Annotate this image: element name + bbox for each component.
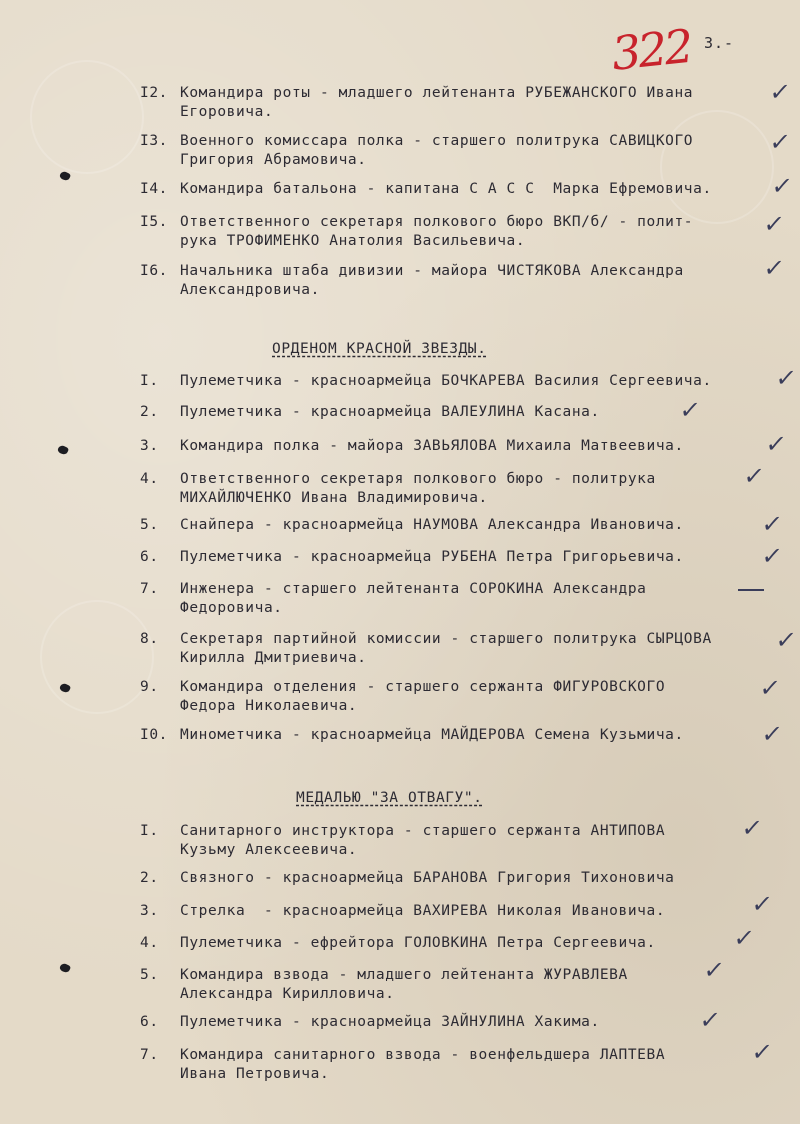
list-item: I0. Минометчика - красноармейца МАЙДЕРОВА Семена Кузьмича. (140, 727, 684, 743)
section-heading: ОРДЕНОМ КРАСНОЙ ЗВЕЗДЫ. (272, 341, 487, 357)
check-mark-icon: ✓ (762, 210, 787, 238)
section-heading: МЕДАЛЬЮ "ЗА ОТВАГУ". (296, 790, 483, 806)
list-item: 5. Командира взвода - младшего лейтенанта ЖУРАВЛЕВА Александра Кирилловича. (140, 967, 628, 1002)
list-item: 7. Командира санитарного взвода - военфельдшера ЛАПТЕВА Ивана Петровича. (140, 1047, 666, 1082)
list-item: I4. Командира батальона - капитана С А С С Марка Ефремовича. (140, 181, 712, 197)
list-item: I6. Начальника штаба дивизии - майора ЧИСТЯКОВА Александра Александровича. (140, 263, 684, 298)
dash-mark-icon (738, 589, 764, 591)
check-mark-icon: ✓ (760, 542, 785, 570)
list-item: 6. Пулеметчика - красноармейца РУБЕНА Петра Григорьевича. (140, 549, 684, 565)
list-item: 7. Инженера - старшего лейтенанта СОРОКИНА Александра Федоровича. (140, 581, 647, 616)
list-item: 5. Снайпера - красноармейца НАУМОВА Александра Ивановича. (140, 517, 684, 533)
check-mark-icon: ✓ (742, 462, 767, 490)
check-mark-icon: ✓ (758, 674, 783, 702)
list-item: 8. Секретаря партийной комиссии - старшего политрука СЫРЦОВА Кирилла Дмитриевича. (140, 631, 712, 666)
check-mark-icon: ✓ (774, 364, 799, 392)
page-number: 3.- (704, 34, 735, 52)
check-mark-icon: ✓ (732, 924, 757, 952)
list-item: 4. Ответственного секретаря полкового бюро - политрука МИХАЙЛЮЧЕНКО Ивана Владимировича. (140, 471, 656, 506)
check-mark-icon: ✓ (770, 172, 795, 200)
list-item: 6. Пулеметчика - красноармейца ЗАЙНУЛИНА Хакима. (140, 1014, 600, 1030)
check-mark-icon: ✓ (698, 1006, 723, 1034)
watermark-emblem (30, 60, 144, 174)
list-item: I2. Командира роты - младшего лейтенанта РУБЕЖАНСКОГО Ивана Егоровича. (140, 85, 694, 120)
list-item: 3. Командира полка - майора ЗАВЬЯЛОВА Михаила Матвеевича. (140, 438, 684, 454)
check-mark-icon: ✓ (740, 814, 765, 842)
check-mark-icon: ✓ (760, 510, 785, 538)
punch-hole (59, 962, 71, 973)
list-item: I5. Ответственного секретаря полкового бюро ВКП/б/ - полит- рука ТРОФИМЕНКО Анатолия Васильевича. (140, 214, 694, 249)
archive-number: 322 (609, 18, 694, 81)
check-mark-icon: ✓ (768, 128, 793, 156)
check-mark-icon: ✓ (762, 254, 787, 282)
check-mark-icon: ✓ (702, 956, 727, 984)
check-mark-icon: ✓ (764, 430, 789, 458)
list-item: 2. Связного - красноармейца БАРАНОВА Григория Тихоновича (140, 870, 675, 886)
list-item: I3. Военного комиссара полка - старшего политрука САВИЦКОГО Григория Абрамовича. (140, 133, 694, 168)
list-item: 4. Пулеметчика - ефрейтора ГОЛОВКИНА Петра Сергеевича. (140, 935, 656, 951)
punch-hole (59, 170, 71, 181)
check-mark-icon: ✓ (750, 1038, 775, 1066)
check-mark-icon: ✓ (678, 396, 703, 424)
punch-hole (57, 444, 69, 455)
list-item: I. Санитарного инструктора - старшего сержанта АНТИПОВА Кузьму Алексеевича. (140, 823, 666, 858)
watermark-emblem (40, 600, 154, 714)
check-mark-icon: ✓ (774, 626, 799, 654)
list-item: 3. Стрелка - красноармейца ВАХИРЕВА Николая Ивановича. (140, 903, 666, 919)
check-mark-icon: ✓ (760, 720, 785, 748)
check-mark-icon: ✓ (750, 890, 775, 918)
list-item: I. Пулеметчика - красноармейца БОЧКАРЕВА Василия Сергеевича. (140, 373, 712, 389)
list-item: 9. Командира отделения - старшего сержанта ФИГУРОВСКОГО Федора Николаевича. (140, 679, 666, 714)
check-mark-icon: ✓ (768, 78, 793, 106)
list-item: 2. Пулеметчика - красноармейца ВАЛЕУЛИНА Касана. (140, 404, 600, 420)
